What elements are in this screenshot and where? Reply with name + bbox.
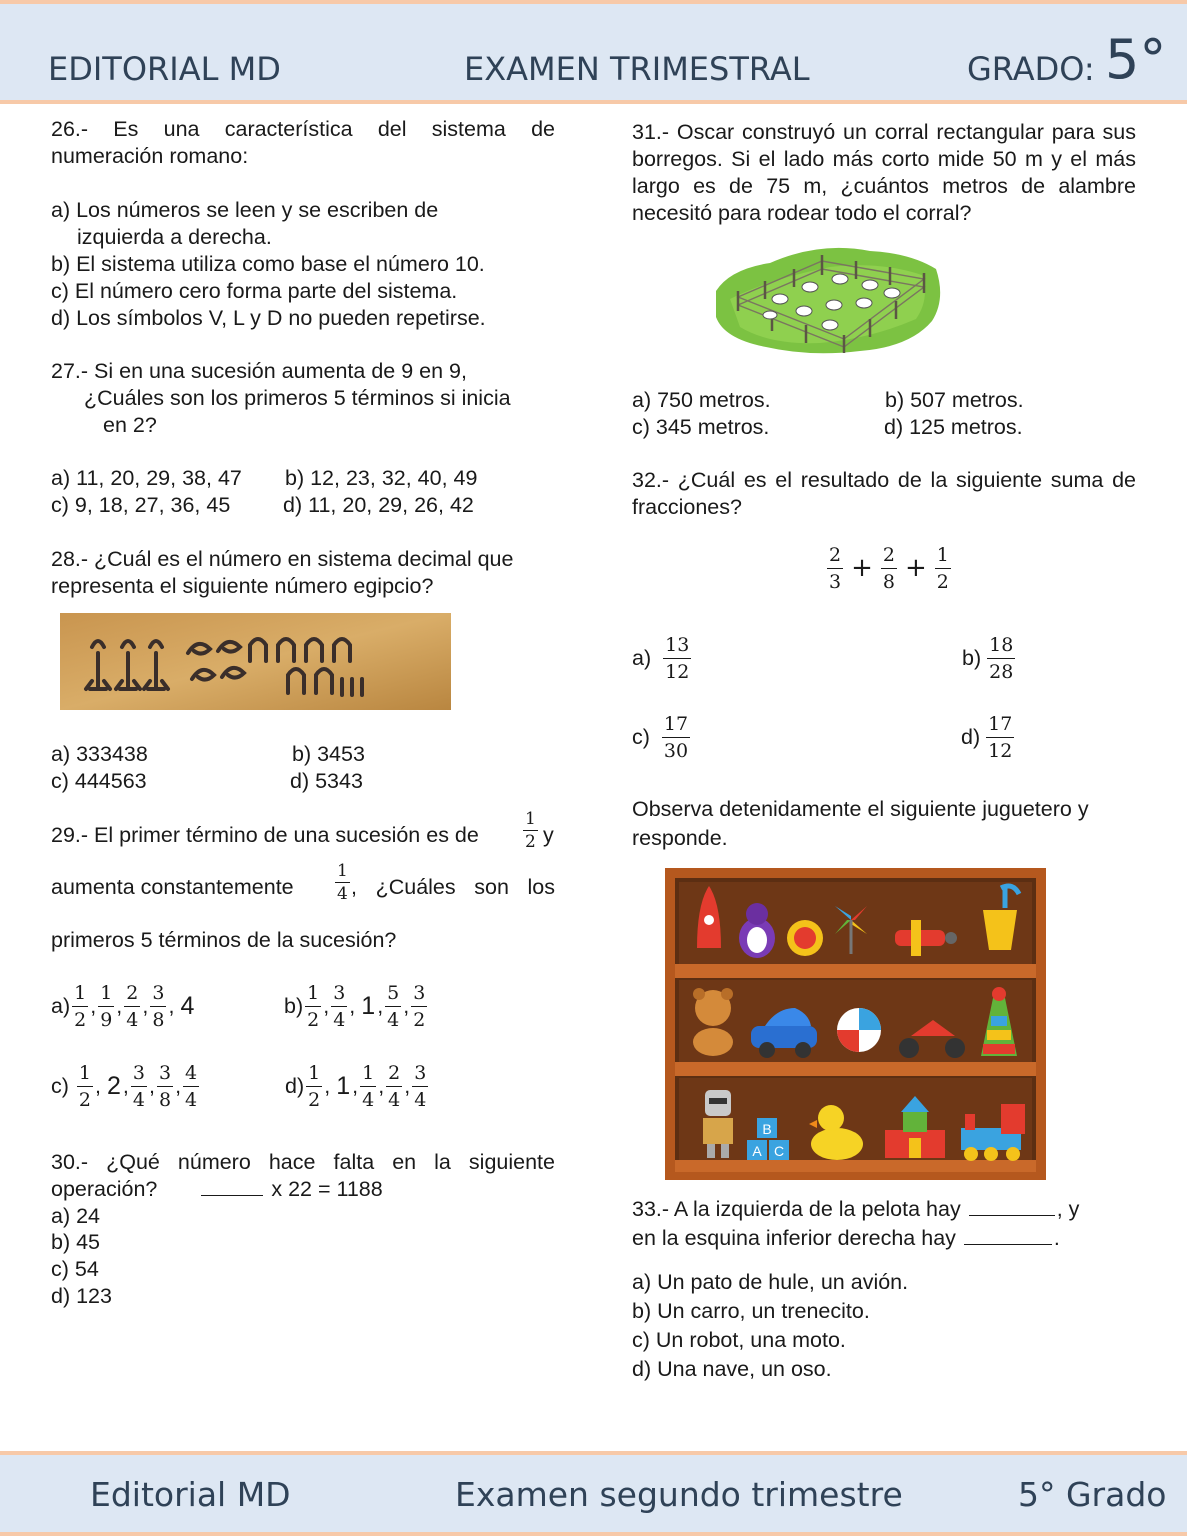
q33-stem-end1: , y <box>1056 1197 1080 1221</box>
q29-stem-text2b: , ¿Cuáles son los <box>351 875 555 899</box>
block-letter-b: B <box>762 1121 772 1137</box>
q29-start-fraction <box>523 810 538 851</box>
option-label: b) <box>284 993 304 1018</box>
q28-option-c[interactable]: c) 444563 <box>51 769 147 793</box>
q33-option-c[interactable]: c) Un robot, una moto. <box>632 1328 846 1352</box>
q32-option-c[interactable] <box>632 713 692 762</box>
q29-stem-line3: primeros 5 términos de la sucesión? <box>51 928 397 952</box>
fraction: $\frac{2}{8}$ <box>882 544 895 593</box>
q28-stem-line2: representa el siguiente número egipcio? <box>51 574 434 598</box>
q32-option-d[interactable] <box>961 713 1016 762</box>
q32-stem: 32.- ¿Cuál es el resultado de la siguiente suma de fracciones? <box>632 468 1136 519</box>
header-grade-value: 5° <box>1105 28 1167 91</box>
q27-option-b[interactable]: b) 12, 23, 32, 40, 49 <box>285 466 478 490</box>
fraction: $\frac{1}{2}$ <box>936 544 949 593</box>
q27-stem-line2: ¿Cuáles son los primeros 5 términos si inicia <box>84 386 511 410</box>
q27-option-d[interactable]: d) 11, 20, 29, 26, 42 <box>283 493 474 517</box>
q29-increment-fraction <box>335 862 350 903</box>
q32-option-b[interactable] <box>962 634 1017 683</box>
q30-option-c[interactable]: c) 54 <box>51 1257 99 1281</box>
fraction: $\frac{2}{4}$ <box>388 1061 401 1111</box>
q30-stem-line1: 30.- ¿Qué número hace falta en la siguiente <box>51 1150 555 1174</box>
fraction: $\frac{1}{9}$ <box>100 981 113 1031</box>
answer-blank[interactable] <box>969 1215 1055 1216</box>
option-label: a) <box>632 646 652 670</box>
fraction: $\frac{3}{4}$ <box>132 1061 145 1111</box>
fraction: $\frac{3}{4}$ <box>414 1061 427 1111</box>
right-column <box>632 119 1136 1399</box>
fraction-denominator: 2 <box>525 832 536 852</box>
q33-stem-text2: en la esquina inferior derecha hay <box>632 1226 956 1250</box>
q26-option-a-cont: izquierda a derecha. <box>77 225 272 249</box>
left-column <box>51 116 555 1316</box>
option-label: d) <box>285 1073 305 1098</box>
q28-option-b[interactable]: b) 3453 <box>292 742 365 766</box>
fraction: $\frac{17}{30}$ <box>663 713 689 762</box>
egyptian-number-image <box>60 613 451 710</box>
fraction-numerator: 1 <box>337 861 348 881</box>
fraction-denominator: 4 <box>337 884 348 904</box>
option-label: c) <box>632 725 650 749</box>
q31-stem: 31.- Oscar construyó un corral rectangular para sus borregos. Si el lado más corto mide 50 m y el más largo es de 75 m, ¿cuántos metros de alambre necesitó para rodear todo el corral? <box>632 120 1136 225</box>
block-letter-c: C <box>773 1143 785 1159</box>
option-label: a) <box>51 993 71 1018</box>
fraction: $\frac{1}{2}$ <box>78 1061 92 1111</box>
option-label: d) <box>961 725 981 749</box>
q28-option-d[interactable]: d) 5343 <box>290 769 363 793</box>
q30-stem-text: operación? <box>51 1177 158 1201</box>
fraction: $\frac{3}{8}$ <box>152 981 165 1031</box>
q33-option-b[interactable]: b) Un carro, un trenecito. <box>632 1299 870 1323</box>
q27-option-a[interactable]: a) 11, 20, 29, 38, 47 <box>51 466 242 490</box>
q29-stem-text2: aumenta constantemente <box>51 875 294 899</box>
answer-blank[interactable] <box>964 1244 1052 1245</box>
q29-option-c[interactable]: c) $\frac{1}{2}$ , 2 , $\frac{3}{4}$ , $\frac{3}{8}$ , $\frac{4}{4}$ <box>51 1061 198 1111</box>
option-label: c) <box>51 1073 69 1098</box>
q30-option-b[interactable]: b) 45 <box>51 1230 101 1254</box>
q27-option-c[interactable]: c) 9, 18, 27, 36, 45 <box>51 493 231 517</box>
header-exam-title: EXAMEN TRIMESTRAL <box>464 50 810 88</box>
q33-stem-text1: 33.- A la izquierda de la pelota hay <box>632 1197 961 1221</box>
q33-option-d[interactable]: d) Una nave, un oso. <box>632 1357 832 1381</box>
q27-stem-line3: en 2? <box>103 413 157 437</box>
fraction: $\frac{1}{2}$ <box>307 981 320 1031</box>
plus-sign: + <box>904 553 927 583</box>
fraction: $\frac{5}{4}$ <box>387 981 400 1031</box>
q31-option-d[interactable]: d) 125 metros. <box>884 415 1023 439</box>
header-grade-label: GRADO: <box>967 50 1095 88</box>
q29-stem-line2 <box>51 861 555 904</box>
q26-option-d[interactable]: d) Los símbolos V, L y D no pueden repetirse. <box>51 306 486 330</box>
q30-option-d[interactable]: d) 123 <box>51 1284 112 1308</box>
fraction: $\frac{3}{2}$ <box>413 981 426 1031</box>
q31-option-b[interactable]: b) 507 metros. <box>885 388 1024 412</box>
q31-option-a[interactable]: a) 750 metros. <box>632 388 771 412</box>
option-value: 2 <box>107 1071 121 1100</box>
q33-stem-end2: . <box>1053 1226 1060 1250</box>
q29-option-d[interactable]: d) $\frac{1}{2}$ , 1 , $\frac{1}{4}$ , $\frac{2}{4}$ , $\frac{3}{4}$ <box>285 1061 427 1111</box>
q30-stem-line2 <box>51 1176 383 1203</box>
fraction-numerator: 1 <box>525 809 536 829</box>
option-value: 1 <box>336 1071 351 1100</box>
q29-stem-y: y <box>543 823 554 847</box>
q28-stem-line1: 28.- ¿Cuál es el número en sistema decimal que <box>51 547 514 571</box>
plus-sign: + <box>851 553 873 583</box>
fraction: $\frac{2}{4}$ <box>126 981 139 1031</box>
q29-stem-text1: 29.- El primer término de una sucesión es de <box>51 823 479 847</box>
fraction: $\frac{18}{28}$ <box>989 634 1014 683</box>
q33-stem-line2 <box>632 1225 1060 1252</box>
answer-blank[interactable] <box>201 1195 263 1196</box>
q28-option-a[interactable]: a) 333438 <box>51 742 148 766</box>
option-label: b) <box>962 646 982 670</box>
q30-equation: x 22 = 1188 <box>271 1177 383 1201</box>
q33-stem-line1 <box>632 1196 1136 1223</box>
q31-option-c[interactable]: c) 345 metros. <box>632 415 770 439</box>
q26-option-b[interactable]: b) El sistema utiliza como base el número 10. <box>51 252 485 276</box>
q26-option-c[interactable]: c) El número cero forma parte del sistema. <box>51 279 458 303</box>
fraction: $\frac{13}{12}$ <box>665 634 690 683</box>
option-value: 4 <box>180 991 195 1020</box>
q33-option-a[interactable]: a) Un pato de hule, un avión. <box>632 1270 909 1294</box>
footer-publisher: Editorial MD <box>90 1475 291 1514</box>
fraction: $\frac{1}{2}$ <box>74 981 87 1031</box>
header-publisher: EDITORIAL MD <box>48 50 281 88</box>
q32-expression <box>825 544 953 593</box>
page-footer <box>0 1451 1187 1536</box>
q26-stem: 26.- Es una característica del sistema de numeración romano: <box>51 117 555 168</box>
fraction: $\frac{17}{12}$ <box>988 713 1013 762</box>
q29-option-a[interactable]: a) $\frac{1}{2}$ , $\frac{1}{9}$ , $\frac{2}{4}$ , $\frac{3}{8}$ , 4 <box>51 981 195 1031</box>
toy-shelf-instruction: Observa detenidamente el siguiente juguetero y responde. <box>632 797 1089 850</box>
footer-grade: 5° Grado <box>1018 1475 1167 1514</box>
fraction: $\frac{3}{4}$ <box>333 981 346 1031</box>
q29-option-b[interactable]: b) $\frac{1}{2}$ , $\frac{3}{4}$ , 1 , $\frac{5}{4}$ , $\frac{3}{2}$ <box>284 981 426 1031</box>
fraction: $\frac{3}{8}$ <box>158 1061 172 1111</box>
q27-stem-line1: 27.- Si en una sucesión aumenta de 9 en 9, <box>51 359 467 383</box>
q26-option-a[interactable]: a) Los números se leen y se escriben de <box>51 198 439 222</box>
footer-exam-title: Examen segundo trimestre <box>455 1475 903 1514</box>
toy-shelf-image <box>665 868 1046 1180</box>
fraction: $\frac{1}{2}$ <box>308 1061 321 1111</box>
sheep-corral-image <box>710 239 946 359</box>
fraction: $\frac{2}{3}$ <box>829 544 842 593</box>
option-value: 1 <box>361 991 376 1020</box>
page-header <box>0 0 1187 104</box>
q30-option-a[interactable]: a) 24 <box>51 1204 101 1228</box>
fraction: $\frac{4}{4}$ <box>185 1061 198 1111</box>
block-letter-a: A <box>752 1143 762 1159</box>
q29-stem-line1 <box>51 809 555 852</box>
fraction: $\frac{1}{4}$ <box>362 1061 375 1111</box>
q32-option-a[interactable] <box>632 634 693 683</box>
